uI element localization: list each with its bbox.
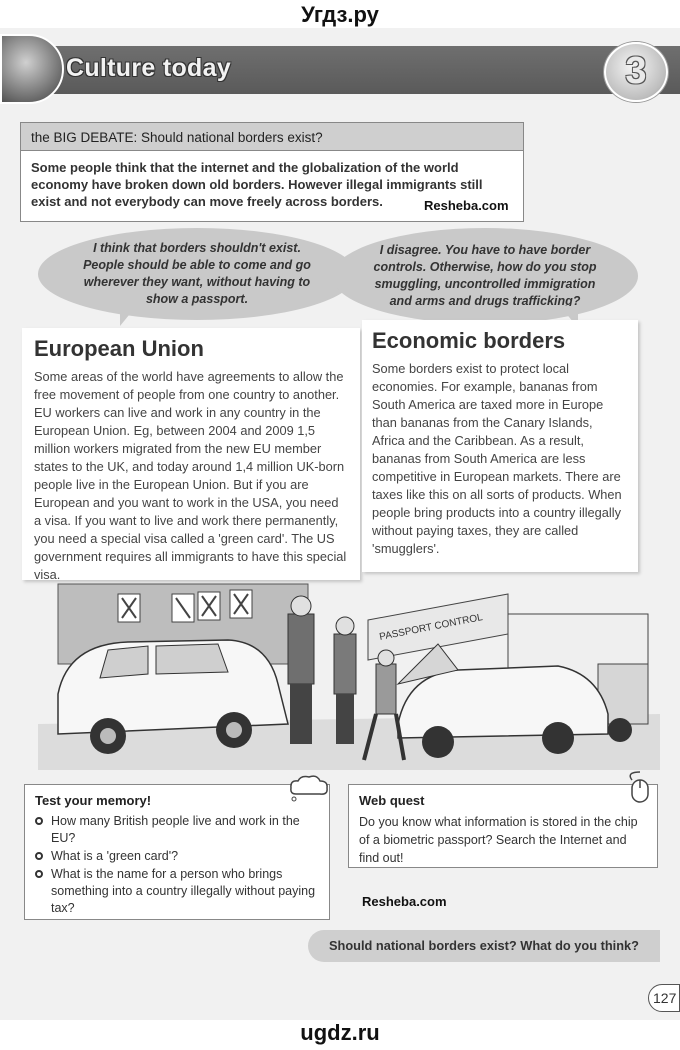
web-quest-text: Do you know what information is stored in the chip of a biometric passport? Search the Internet and find out! xyxy=(359,815,638,865)
web-quest-box xyxy=(348,784,658,868)
european-union-panel xyxy=(22,328,360,580)
unit-number: 3 xyxy=(625,50,647,92)
section-title: Culture today xyxy=(66,54,232,82)
speech-bubble-right: I disagree. You have to have border controls. Otherwise, how do you stop smuggling, uncontrolled immigration and arms and drugs trafficking? xyxy=(332,228,638,324)
web-quest-heading: Web quest xyxy=(359,793,425,808)
speech-bubble-left: I think that borders shouldn't exist. People should be able to come and go wherever they want, without having to show a passport. xyxy=(38,228,356,320)
page-number: 127 xyxy=(648,984,680,1012)
economic-borders-heading: Economic borders xyxy=(372,328,566,353)
watermark-resheba-bottom: Resheba.com xyxy=(362,894,447,909)
thought-cloud-icon xyxy=(288,774,330,802)
speech-bubble-left-tail xyxy=(120,304,138,326)
debate-body: Some people think that the internet and the globalization of the world economy have broken down old borders. However illegal immigrants still exist and not everybody can move freely across borders. xyxy=(31,160,483,209)
debate-title: the BIG DEBATE: Should national borders exist? xyxy=(21,123,523,151)
bullet-icon xyxy=(35,870,43,878)
economic-borders-text: Some borders exist to protect local economies. For example, bananas from South America are taxed more in Europe than bananas from the Canary Islands, Africa and the Caribbean. As a result, bananas from South America are less competitive in European markets. There are taxes like this on all sorts of products. When people bring products into a country illegally without paying taxes, they are called 'smugglers'. xyxy=(372,361,622,556)
economic-borders-panel xyxy=(362,320,638,572)
discussion-question-band: Should national borders exist? What do you think? xyxy=(308,930,660,962)
test-memory-item: What is the name for a person who brings something into a country illegally without paying tax? xyxy=(35,866,319,917)
test-memory-box xyxy=(24,784,330,920)
watermark-resheba-top: Resheba.com xyxy=(424,198,509,213)
site-top-label[interactable]: Угдз.ру xyxy=(301,2,379,27)
test-memory-list xyxy=(35,813,319,917)
passport-control-sign: PASSPORT CONTROL xyxy=(378,612,484,643)
unit-badge xyxy=(604,42,668,102)
test-memory-heading: Test your memory! xyxy=(35,793,152,808)
border-control-illustration xyxy=(38,574,660,770)
test-memory-item: What is a 'green card'? xyxy=(35,848,319,865)
bullet-icon xyxy=(35,852,43,860)
european-union-text: Some areas of the world have agreements to allow the free movement of people from one country to another. EU workers can live and work in any country in the European Union. Eg, between 2004 and 2009 1,5 million workers migrated from the new EU member states to the UK, and today around 1,4 million UK-born people live in the European Union. But if you are European and you want to work in the USA, you need a visa. If you want to live and work there permanently, you need a special visa called a 'green card'. The US government requires all immigrants to have this special visa. xyxy=(34,369,347,582)
computer-mouse-icon xyxy=(622,770,658,804)
test-memory-item: How many British people live and work in the EU? xyxy=(35,813,319,847)
bullet-icon xyxy=(35,817,43,825)
european-union-heading: European Union xyxy=(34,336,204,361)
site-bottom-label[interactable]: ugdz.ru xyxy=(300,1020,380,1045)
